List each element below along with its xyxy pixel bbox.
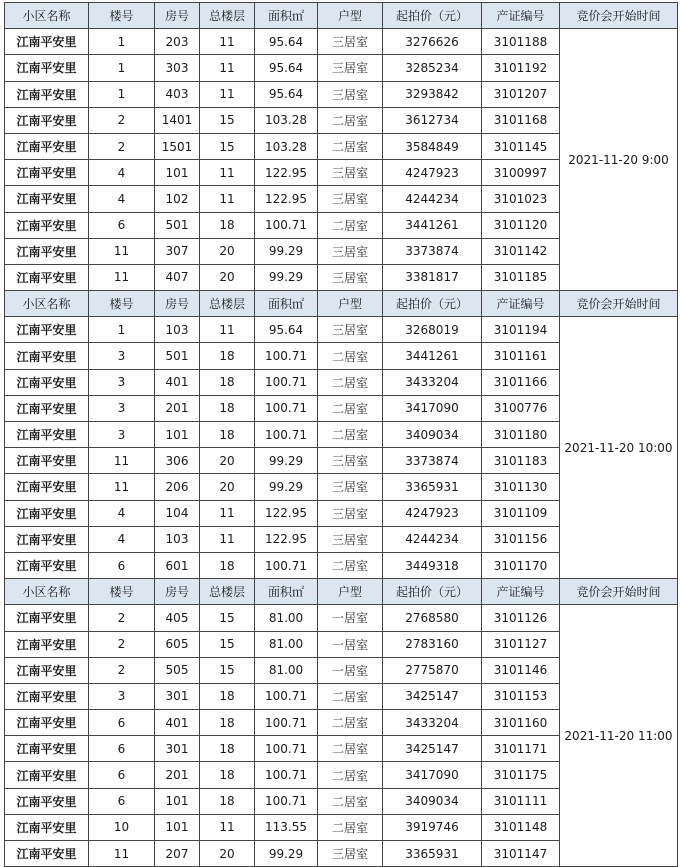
column-header: 户型 — [318, 579, 383, 605]
table-cell: 95.64 — [255, 317, 318, 343]
table-cell: 11 — [200, 81, 255, 107]
table-cell: 江南平安里 — [5, 107, 89, 133]
table-cell: 3425147 — [383, 736, 482, 762]
table-cell: 3365931 — [383, 841, 482, 867]
table-cell: 3101207 — [482, 81, 560, 107]
table-cell: 三居室 — [318, 526, 383, 552]
table-cell: 15 — [200, 605, 255, 631]
table-cell: 江南平安里 — [5, 133, 89, 159]
table-cell: 江南平安里 — [5, 736, 89, 762]
table-cell: 3101130 — [482, 474, 560, 500]
table-cell: 3101194 — [482, 317, 560, 343]
table-cell: 3101188 — [482, 29, 560, 55]
table-cell: 11 — [89, 474, 155, 500]
table-cell: 江南平安里 — [5, 605, 89, 631]
table-cell: 3409034 — [383, 422, 482, 448]
table-cell: 11 — [200, 29, 255, 55]
table-cell: 407 — [155, 264, 200, 290]
table-cell: 101 — [155, 788, 200, 814]
table-cell: 81.00 — [255, 605, 318, 631]
table-cell: 101 — [155, 160, 200, 186]
auction-start-time: 2021-11-20 9:00 — [560, 29, 678, 291]
table-cell: 1 — [89, 317, 155, 343]
column-header: 起拍价（元） — [383, 291, 482, 317]
table-cell: 江南平安里 — [5, 212, 89, 238]
table-cell: 505 — [155, 657, 200, 683]
column-header: 产证编号 — [482, 291, 560, 317]
header-row — [5, 3, 678, 29]
table-cell: 二居室 — [318, 133, 383, 159]
table-cell: 江南平安里 — [5, 631, 89, 657]
table-cell: 三居室 — [318, 317, 383, 343]
table-cell: 二居室 — [318, 369, 383, 395]
table-cell: 3101147 — [482, 841, 560, 867]
table-cell: 15 — [200, 631, 255, 657]
table-cell: 18 — [200, 422, 255, 448]
table-cell: 二居室 — [318, 710, 383, 736]
table-cell: 二居室 — [318, 395, 383, 421]
table-cell: 11 — [200, 186, 255, 212]
table-cell: 206 — [155, 474, 200, 500]
column-header: 产证编号 — [482, 3, 560, 29]
table-cell: 2 — [89, 133, 155, 159]
table-cell: 江南平安里 — [5, 841, 89, 867]
table-cell: 3919746 — [383, 814, 482, 840]
table-cell: 一居室 — [318, 631, 383, 657]
table-cell: 江南平安里 — [5, 683, 89, 709]
table-cell: 3101185 — [482, 264, 560, 290]
table-cell: 99.29 — [255, 264, 318, 290]
column-header: 总楼层 — [200, 291, 255, 317]
table-cell: 3 — [89, 343, 155, 369]
table-cell: 三居室 — [318, 81, 383, 107]
table-cell: 1 — [89, 81, 155, 107]
column-header: 竞价会开始时间 — [560, 291, 678, 317]
column-header: 面积㎡ — [255, 3, 318, 29]
table-cell: 401 — [155, 369, 200, 395]
table-cell: 3268019 — [383, 317, 482, 343]
table-cell: 江南平安里 — [5, 448, 89, 474]
table-cell: 江南平安里 — [5, 657, 89, 683]
auction-start-time: 2021-11-20 11:00 — [560, 605, 678, 867]
table-cell: 江南平安里 — [5, 238, 89, 264]
table-cell: 2775870 — [383, 657, 482, 683]
table-cell: 一居室 — [318, 657, 383, 683]
table-cell: 二居室 — [318, 212, 383, 238]
table-cell: 2783160 — [383, 631, 482, 657]
table-cell: 100.71 — [255, 422, 318, 448]
table-cell: 2768580 — [383, 605, 482, 631]
table-cell: 江南平安里 — [5, 55, 89, 81]
column-header: 竞价会开始时间 — [560, 3, 678, 29]
table-cell: 1401 — [155, 107, 200, 133]
table-cell: 3101180 — [482, 422, 560, 448]
table-cell: 3101168 — [482, 107, 560, 133]
table-cell: 403 — [155, 81, 200, 107]
column-header: 面积㎡ — [255, 291, 318, 317]
table-cell: 3101192 — [482, 55, 560, 81]
table-cell: 4247923 — [383, 160, 482, 186]
table-cell: 10 — [89, 814, 155, 840]
table-cell: 11 — [200, 55, 255, 81]
table-cell: 3433204 — [383, 369, 482, 395]
table-cell: 20 — [200, 264, 255, 290]
table-cell: 1501 — [155, 133, 200, 159]
table-cell: 一居室 — [318, 605, 383, 631]
table-cell: 605 — [155, 631, 200, 657]
table-cell: 江南平安里 — [5, 317, 89, 343]
column-header: 房号 — [155, 3, 200, 29]
table-cell: 303 — [155, 55, 200, 81]
table-cell: 103 — [155, 317, 200, 343]
table-cell: 三居室 — [318, 448, 383, 474]
table-cell: 11 — [200, 160, 255, 186]
table-cell: 3101148 — [482, 814, 560, 840]
table-cell: 3409034 — [383, 788, 482, 814]
table-cell: 3612734 — [383, 107, 482, 133]
table-cell: 81.00 — [255, 631, 318, 657]
table-cell: 11 — [89, 448, 155, 474]
table-cell: 江南平安里 — [5, 264, 89, 290]
table-cell: 江南平安里 — [5, 343, 89, 369]
table-cell: 3101153 — [482, 683, 560, 709]
table-cell: 江南平安里 — [5, 552, 89, 578]
table-cell: 江南平安里 — [5, 29, 89, 55]
table-cell: 4244234 — [383, 526, 482, 552]
table-cell: 307 — [155, 238, 200, 264]
table-cell: 3365931 — [383, 474, 482, 500]
table-cell: 江南平安里 — [5, 500, 89, 526]
table-cell: 122.95 — [255, 160, 318, 186]
column-header: 楼号 — [89, 291, 155, 317]
table-cell: 6 — [89, 788, 155, 814]
table-cell: 4244234 — [383, 186, 482, 212]
table-cell: 2 — [89, 657, 155, 683]
table-cell: 18 — [200, 710, 255, 736]
table-cell: 3101166 — [482, 369, 560, 395]
table-cell: 3101146 — [482, 657, 560, 683]
table-cell: 4 — [89, 160, 155, 186]
table-cell: 501 — [155, 212, 200, 238]
table-cell: 3101156 — [482, 526, 560, 552]
table-cell: 3 — [89, 369, 155, 395]
table-cell: 江南平安里 — [5, 814, 89, 840]
table-cell: 11 — [200, 814, 255, 840]
table-cell: 103.28 — [255, 107, 318, 133]
table-cell: 3425147 — [383, 683, 482, 709]
table-cell: 100.71 — [255, 762, 318, 788]
table-cell: 103.28 — [255, 133, 318, 159]
table-cell: 99.29 — [255, 474, 318, 500]
table-cell: 3101161 — [482, 343, 560, 369]
table-cell: 2 — [89, 631, 155, 657]
table-cell: 3101170 — [482, 552, 560, 578]
table-cell: 江南平安里 — [5, 160, 89, 186]
table-cell: 3101171 — [482, 736, 560, 762]
table-cell: 2 — [89, 107, 155, 133]
table-cell: 99.29 — [255, 841, 318, 867]
table-cell: 18 — [200, 395, 255, 421]
table-cell: 15 — [200, 657, 255, 683]
table-row — [5, 29, 678, 55]
table-cell: 18 — [200, 683, 255, 709]
table-cell: 江南平安里 — [5, 395, 89, 421]
table-cell: 122.95 — [255, 526, 318, 552]
table-cell: 18 — [200, 552, 255, 578]
auction-listing-table — [4, 2, 678, 867]
table-cell: 18 — [200, 212, 255, 238]
table-cell: 3276626 — [383, 29, 482, 55]
column-header: 起拍价（元） — [383, 579, 482, 605]
table-cell: 95.64 — [255, 29, 318, 55]
table-cell: 101 — [155, 814, 200, 840]
table-cell: 3441261 — [383, 343, 482, 369]
table-cell: 3101160 — [482, 710, 560, 736]
table-cell: 100.71 — [255, 683, 318, 709]
table-cell: 11 — [89, 238, 155, 264]
table-cell: 20 — [200, 238, 255, 264]
table-cell: 二居室 — [318, 788, 383, 814]
table-cell: 301 — [155, 736, 200, 762]
table-cell: 3101109 — [482, 500, 560, 526]
table-cell: 三居室 — [318, 29, 383, 55]
table-cell: 100.71 — [255, 552, 318, 578]
table-cell: 3417090 — [383, 762, 482, 788]
table-cell: 3101126 — [482, 605, 560, 631]
table-cell: 100.71 — [255, 343, 318, 369]
table-cell: 100.71 — [255, 788, 318, 814]
table-cell: 4247923 — [383, 500, 482, 526]
table-cell: 207 — [155, 841, 200, 867]
table-cell: 122.95 — [255, 500, 318, 526]
table-cell: 306 — [155, 448, 200, 474]
table-cell: 3101145 — [482, 133, 560, 159]
table-cell: 6 — [89, 212, 155, 238]
table-cell: 三居室 — [318, 474, 383, 500]
table-cell: 102 — [155, 186, 200, 212]
table-cell: 95.64 — [255, 55, 318, 81]
table-cell: 二居室 — [318, 552, 383, 578]
table-cell: 三居室 — [318, 500, 383, 526]
table-cell: 11 — [89, 841, 155, 867]
auction-start-time: 2021-11-20 10:00 — [560, 317, 678, 579]
table-cell: 三居室 — [318, 841, 383, 867]
table-cell: 4 — [89, 500, 155, 526]
table-row — [5, 317, 678, 343]
column-header: 小区名称 — [5, 579, 89, 605]
table-cell: 3417090 — [383, 395, 482, 421]
table-cell: 4 — [89, 186, 155, 212]
table-cell: 501 — [155, 343, 200, 369]
table-cell: 113.55 — [255, 814, 318, 840]
table-cell: 江南平安里 — [5, 81, 89, 107]
table-cell: 江南平安里 — [5, 474, 89, 500]
table-cell: 301 — [155, 683, 200, 709]
table-cell: 3584849 — [383, 133, 482, 159]
table-cell: 20 — [200, 841, 255, 867]
table-cell: 18 — [200, 762, 255, 788]
table-cell: 3101023 — [482, 186, 560, 212]
table-cell: 15 — [200, 107, 255, 133]
table-cell: 15 — [200, 133, 255, 159]
table-cell: 3433204 — [383, 710, 482, 736]
table-cell: 101 — [155, 422, 200, 448]
table-cell: 99.29 — [255, 448, 318, 474]
column-header: 小区名称 — [5, 291, 89, 317]
table-cell: 3449318 — [383, 552, 482, 578]
table-cell: 100.71 — [255, 369, 318, 395]
table-cell: 11 — [200, 526, 255, 552]
table-cell: 二居室 — [318, 107, 383, 133]
column-header: 户型 — [318, 3, 383, 29]
table-cell: 95.64 — [255, 81, 318, 107]
column-header: 房号 — [155, 291, 200, 317]
table-cell: 江南平安里 — [5, 422, 89, 448]
table-cell: 二居室 — [318, 343, 383, 369]
column-header: 房号 — [155, 579, 200, 605]
table-cell: 3101175 — [482, 762, 560, 788]
table-cell: 104 — [155, 500, 200, 526]
table-cell: 203 — [155, 29, 200, 55]
table-cell: 81.00 — [255, 657, 318, 683]
table-cell: 二居室 — [318, 762, 383, 788]
table-cell: 江南平安里 — [5, 186, 89, 212]
table-cell: 18 — [200, 343, 255, 369]
table-cell: 二居室 — [318, 683, 383, 709]
column-header: 楼号 — [89, 3, 155, 29]
table-cell: 3 — [89, 683, 155, 709]
table-cell: 201 — [155, 395, 200, 421]
table-cell: 江南平安里 — [5, 710, 89, 736]
table-cell: 3100997 — [482, 160, 560, 186]
table-cell: 3101111 — [482, 788, 560, 814]
header-row — [5, 291, 678, 317]
table-cell: 3285234 — [383, 55, 482, 81]
column-header: 起拍价（元） — [383, 3, 482, 29]
table-cell: 江南平安里 — [5, 788, 89, 814]
table-cell: 401 — [155, 710, 200, 736]
table-cell: 6 — [89, 736, 155, 762]
table-cell: 201 — [155, 762, 200, 788]
table-cell: 三居室 — [318, 186, 383, 212]
table-cell: 3373874 — [383, 238, 482, 264]
table-cell: 二居室 — [318, 736, 383, 762]
table-cell: 1 — [89, 29, 155, 55]
table-cell: 99.29 — [255, 238, 318, 264]
column-header: 产证编号 — [482, 579, 560, 605]
column-header: 户型 — [318, 291, 383, 317]
table-cell: 3 — [89, 422, 155, 448]
table-cell: 20 — [200, 448, 255, 474]
table-cell: 二居室 — [318, 814, 383, 840]
table-row — [5, 605, 678, 631]
table-cell: 3441261 — [383, 212, 482, 238]
table-cell: 2 — [89, 605, 155, 631]
column-header: 总楼层 — [200, 3, 255, 29]
table-cell: 11 — [89, 264, 155, 290]
column-header: 小区名称 — [5, 3, 89, 29]
table-cell: 3 — [89, 395, 155, 421]
table-cell: 100.71 — [255, 212, 318, 238]
table-cell: 11 — [200, 500, 255, 526]
table-cell: 江南平安里 — [5, 762, 89, 788]
table-cell: 11 — [200, 317, 255, 343]
table-cell: 100.71 — [255, 710, 318, 736]
table-cell: 二居室 — [318, 422, 383, 448]
table-cell: 江南平安里 — [5, 369, 89, 395]
table-cell: 3100776 — [482, 395, 560, 421]
table-cell: 三居室 — [318, 160, 383, 186]
table-cell: 3101183 — [482, 448, 560, 474]
table-cell: 江南平安里 — [5, 526, 89, 552]
table-cell: 122.95 — [255, 186, 318, 212]
table-cell: 18 — [200, 369, 255, 395]
header-row — [5, 579, 678, 605]
table-cell: 601 — [155, 552, 200, 578]
table-cell: 100.71 — [255, 395, 318, 421]
table-cell: 3381817 — [383, 264, 482, 290]
table-cell: 405 — [155, 605, 200, 631]
table-cell: 100.71 — [255, 736, 318, 762]
table-cell: 3293842 — [383, 81, 482, 107]
table-cell: 20 — [200, 474, 255, 500]
table-cell: 6 — [89, 552, 155, 578]
column-header: 面积㎡ — [255, 579, 318, 605]
table-cell: 6 — [89, 710, 155, 736]
table-cell: 18 — [200, 736, 255, 762]
table-cell: 18 — [200, 788, 255, 814]
table-cell: 三居室 — [318, 264, 383, 290]
column-header: 竞价会开始时间 — [560, 579, 678, 605]
table-cell: 1 — [89, 55, 155, 81]
table-cell: 3101127 — [482, 631, 560, 657]
table-cell: 3101120 — [482, 212, 560, 238]
column-header: 总楼层 — [200, 579, 255, 605]
table-cell: 4 — [89, 526, 155, 552]
table-cell: 3101142 — [482, 238, 560, 264]
column-header: 楼号 — [89, 579, 155, 605]
table-cell: 103 — [155, 526, 200, 552]
table-cell: 三居室 — [318, 55, 383, 81]
table-cell: 三居室 — [318, 238, 383, 264]
table-cell: 6 — [89, 762, 155, 788]
table-cell: 3373874 — [383, 448, 482, 474]
